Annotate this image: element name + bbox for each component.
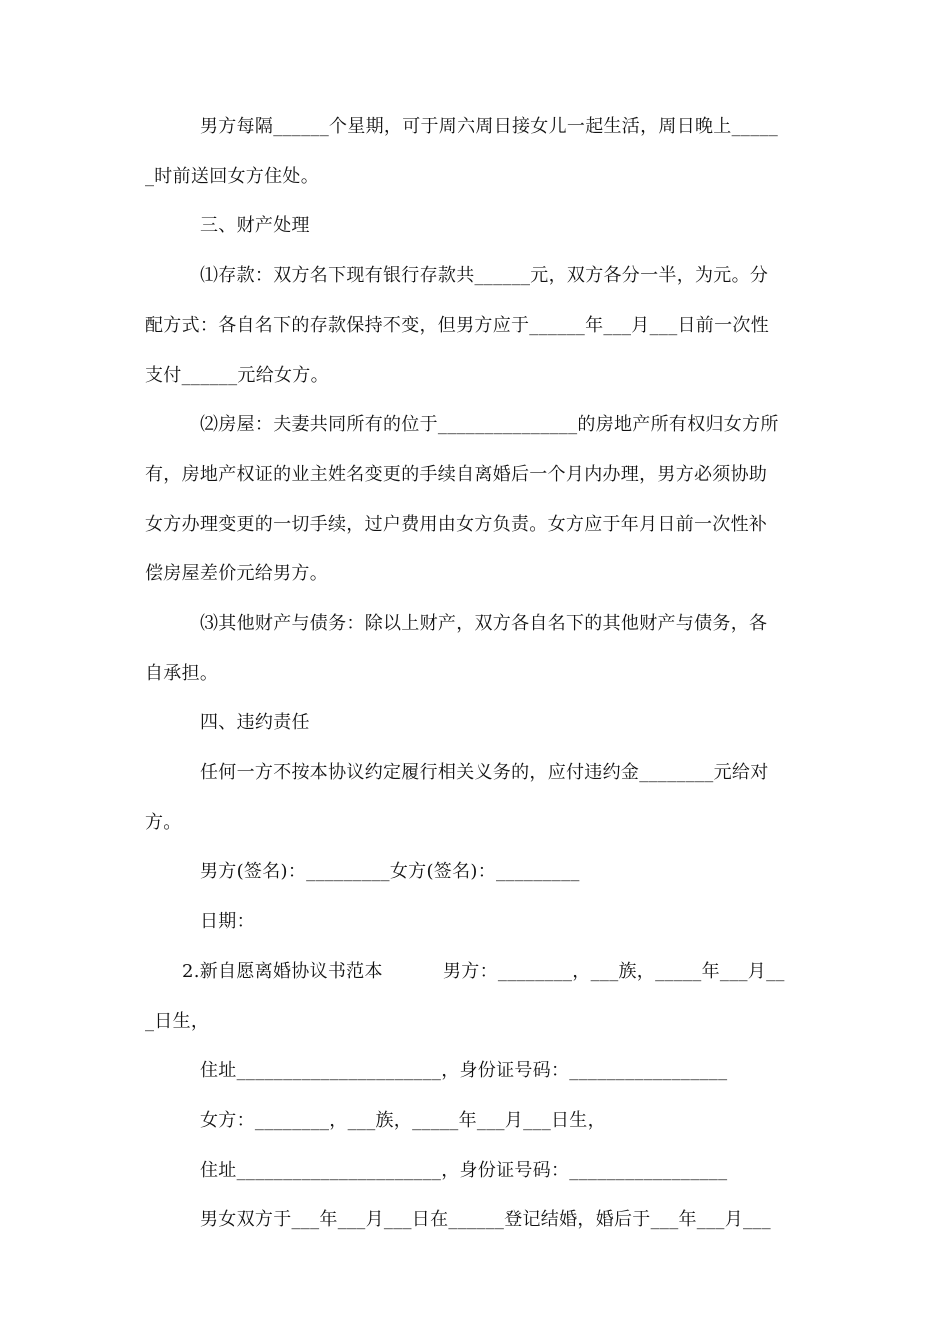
- paragraph-other-assets-line-1: ⑶其他财产与债务：除以上财产，双方各自名下的其他财产与债务，各: [200, 613, 768, 634]
- section-heading-property: 三、财产处理: [200, 215, 310, 236]
- marriage-registration-line: 男女双方于___年___月___日在______登记结婚，婚后于___年___月___: [200, 1209, 771, 1230]
- paragraph-breach-line-2: 方。: [145, 812, 182, 833]
- paragraph-breach-line-1: 任何一方不按本协议约定履行相关义务的，应付违约金________元给对: [200, 762, 769, 783]
- male-address-line: 住址______________________，身份证号码：_________________: [200, 1060, 728, 1081]
- paragraph-house-line-4: 偿房屋差价元给男方。: [145, 563, 328, 584]
- paragraph-deposit-line-1: ⑴存款：双方名下现有银行存款共______元，双方各分一半，为元。分: [200, 265, 769, 286]
- paragraph-deposit-line-3: 支付______元给女方。: [145, 365, 329, 386]
- sample-2-heading-line: 2.新自愿离婚协议书范本 男方：________，___族，_____年___月__: [182, 961, 785, 982]
- paragraph-other-assets-line-2: 自承担。: [145, 663, 219, 684]
- signature-line: 男方(签名)：_________女方(签名)：_________: [200, 861, 580, 882]
- paragraph-deposit-line-2: 配方式：各自名下的存款保持不变，但男方应于______年___月___日前一次性: [145, 315, 769, 336]
- section-heading-breach: 四、违约责任: [200, 712, 310, 733]
- date-line: 日期：: [200, 911, 255, 932]
- paragraph-house-line-3: 女方办理变更的一切手续，过户费用由女方负责。女方应于年月日前一次性补: [145, 514, 768, 535]
- paragraph-house-line-1: ⑵房屋：夫妻共同所有的位于_______________的房地产所有权归女方所: [200, 414, 779, 435]
- female-address-line: 住址______________________，身份证号码：_________________: [200, 1160, 728, 1181]
- paragraph-visitation-line-1: 男方每隔______个星期，可于周六周日接女儿一起生活，周日晚上_____: [200, 116, 779, 137]
- paragraph-visitation-line-2: _时前送回女方住处。: [145, 166, 319, 187]
- paragraph-house-line-2: 有，房地产权证的业主姓名变更的手续自离婚后一个月内办理，男方必须协助: [145, 464, 768, 485]
- female-info-line: 女方：________，___族，_____年___月___日生，: [200, 1110, 606, 1131]
- sample-2-birth-line: _日生，: [145, 1011, 210, 1032]
